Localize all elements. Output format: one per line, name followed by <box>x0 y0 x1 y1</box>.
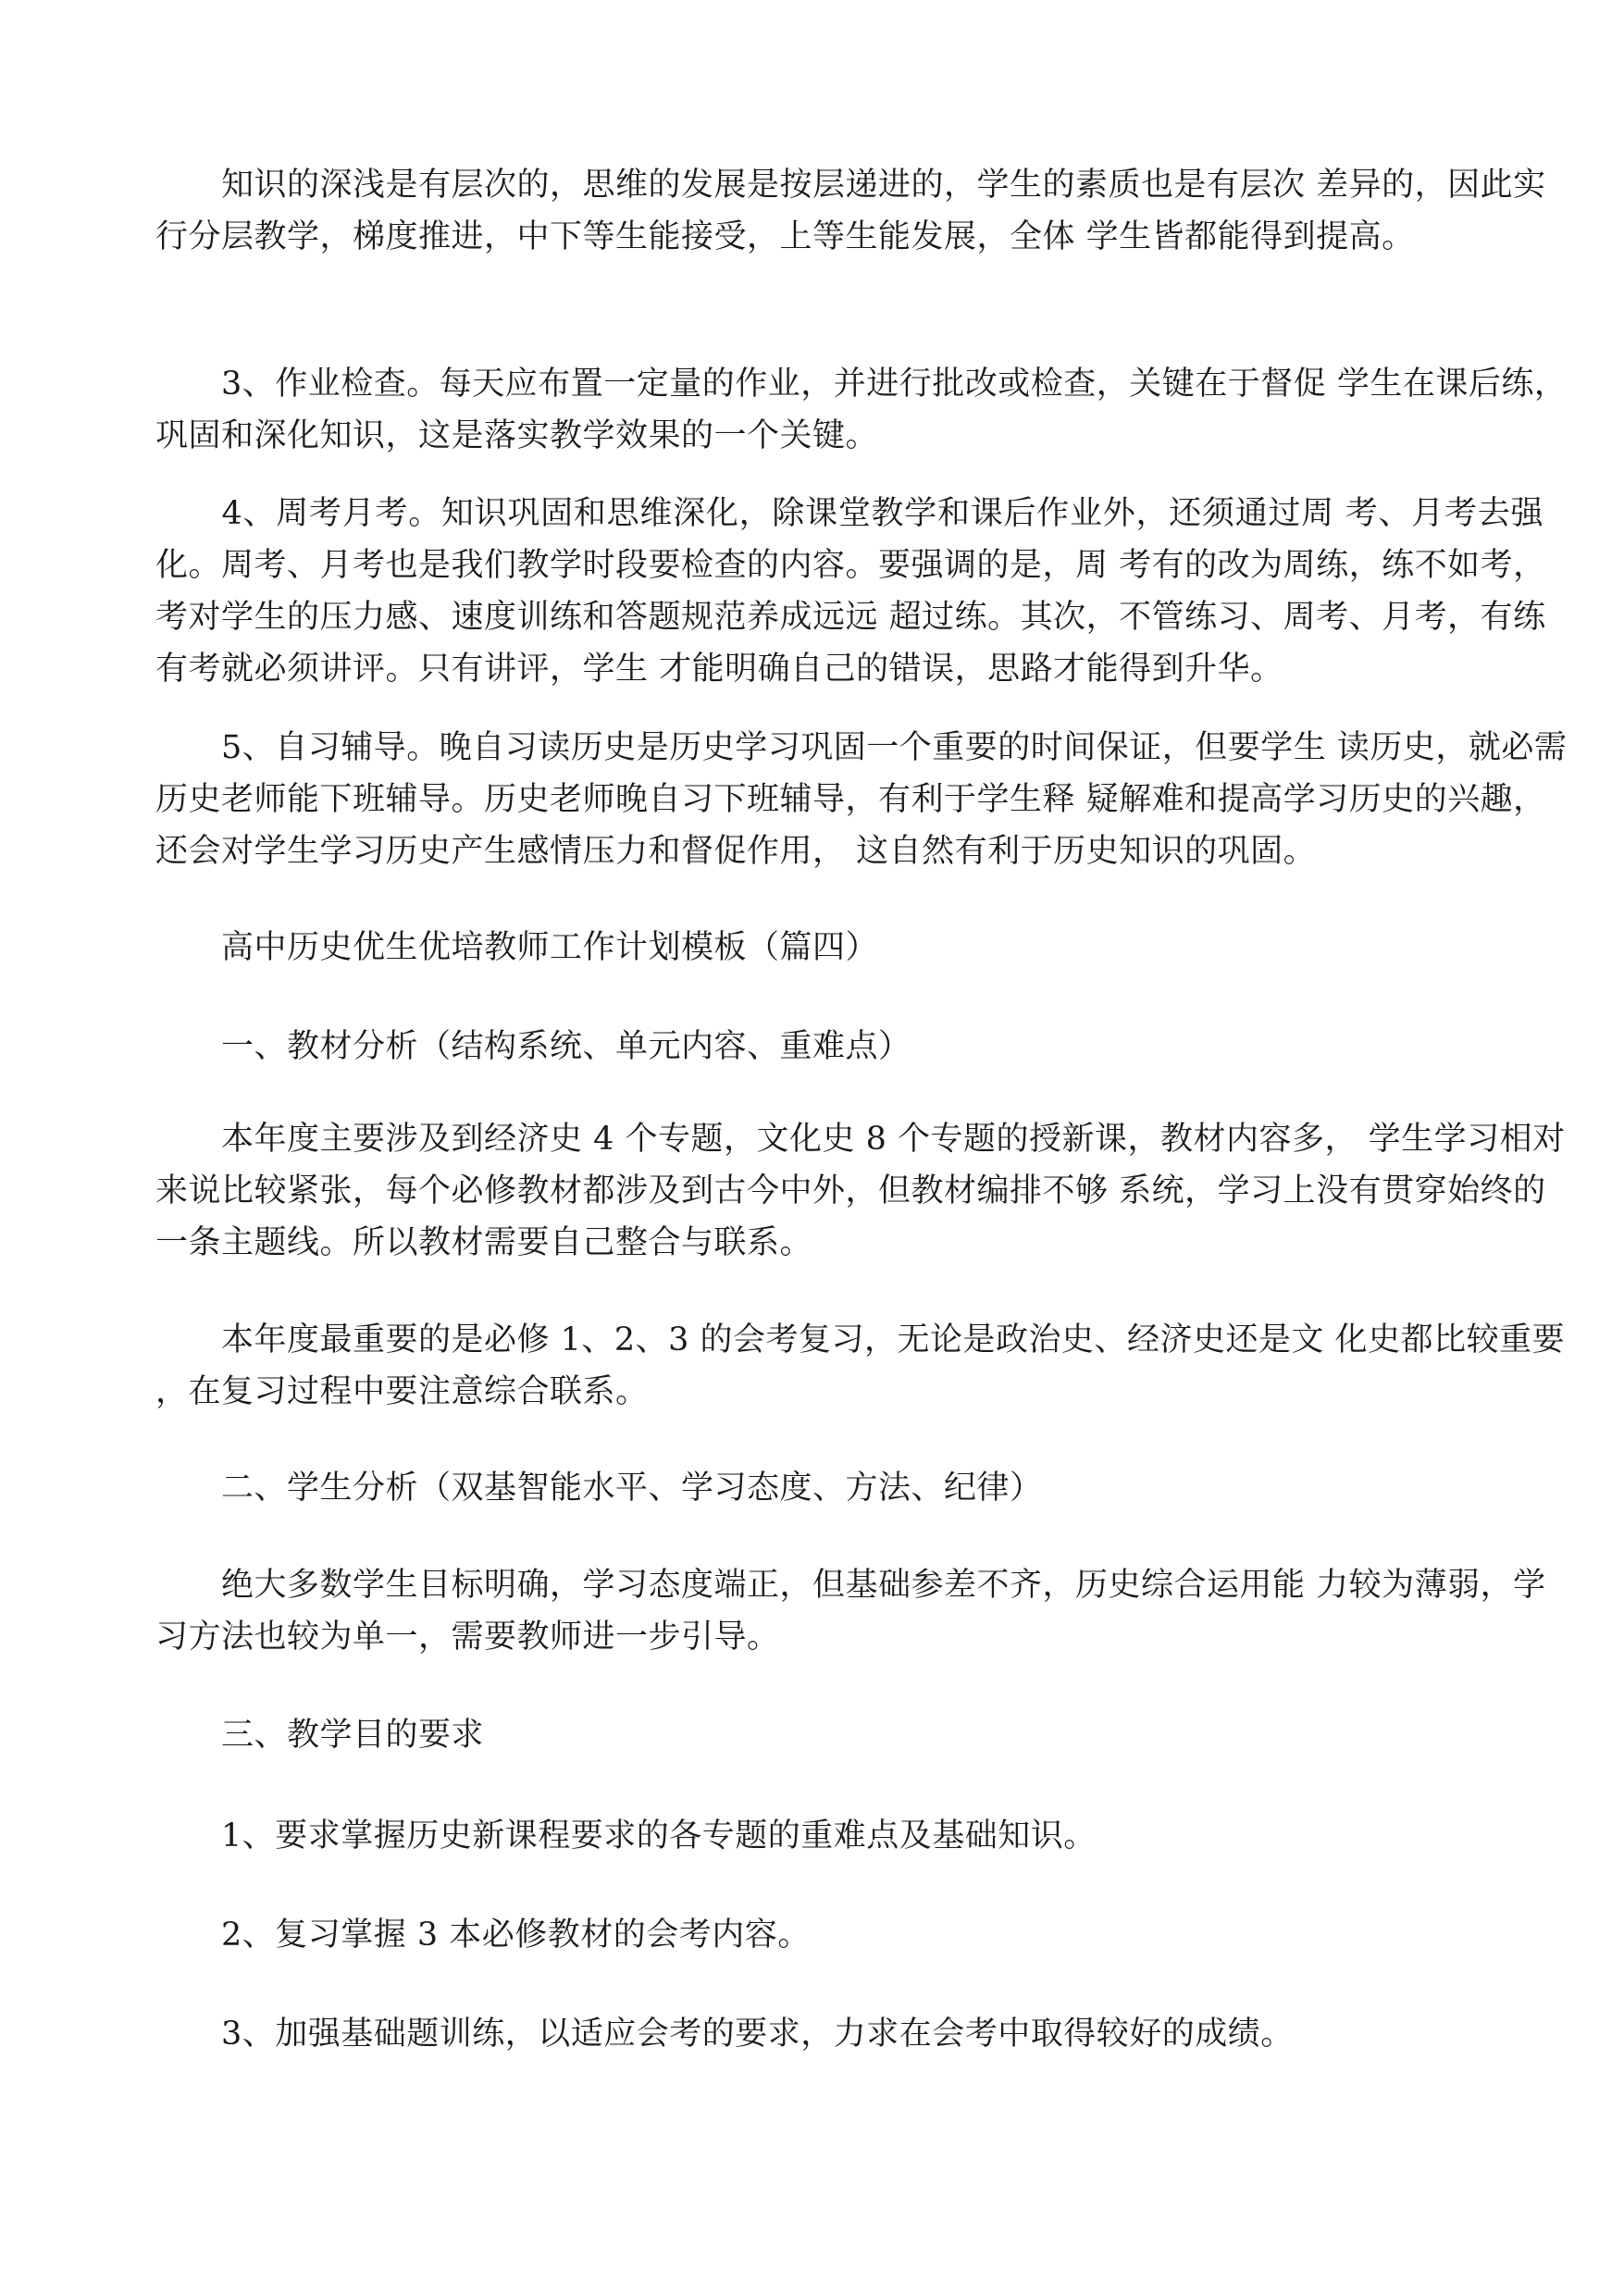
paragraph-line: 一条主题线。所以教材需要自己整合与联系。 <box>155 1224 813 1261</box>
paragraph-line: 4、周考月考。知识巩固和思维深化，除课堂教学和课后作业外，还须通过周 考、月考去强 <box>155 495 1543 532</box>
paragraph-self-study-tutoring <box>155 722 1568 877</box>
paragraph-line: 巩固和深化知识，这是落实教学效果的一个关键。 <box>155 417 879 454</box>
objective-item-2: 2、复习掌握 3 本必修教材的会考内容。 <box>155 1917 811 1954</box>
paragraph-review-priorities <box>155 1314 1566 1418</box>
paragraph-line: 还会对学生学习历史产生感情压力和督促作用， 这自然有利于历史知识的巩固。 <box>155 833 1317 870</box>
paragraph-line: 本年度最重要的是必修 1、2、3 的会考复习，无论是政治史、经济史还是文 化史都比较重要 <box>155 1321 1566 1358</box>
paragraph-line: 化。周考、月考也是我们教学时段要检查的内容。要强调的是，周 考有的改为周练，练不如考， <box>155 547 1546 584</box>
paragraph-line: 行分层教学，梯度推进，中下等生能接受，上等生能发展，全体 学生皆都能得到提高。 <box>155 218 1415 255</box>
paragraph-line: 考对学生的压力感、速度训练和答题规范养成远远 超过练。其次，不管练习、周考、月考，有练 <box>155 599 1546 636</box>
paragraph-homework-check <box>155 358 1568 462</box>
paragraph-line: ，在复习过程中要注意综合联系。 <box>155 1373 649 1410</box>
heading-textbook-analysis: 一、教材分析（结构系统、单元内容、重难点） <box>155 1028 911 1065</box>
paragraph-line: 历史老师能下班辅导。历史老师晚自习下班辅导，有利于学生释 疑解难和提高学习历史的兴趣， <box>155 781 1546 818</box>
paragraph-line: 来说比较紧张，每个必修教材都涉及到古今中外，但教材编排不够 系统，学习上没有贯穿始终的 <box>155 1172 1546 1210</box>
paragraph-line: 绝大多数学生目标明确，学习态度端正，但基础参差不齐，历史综合运用能 力较为薄弱，学 <box>155 1567 1546 1604</box>
paragraph-student-situation <box>155 1559 1546 1663</box>
paragraph-line: 5、自习辅导。晚自习读历史是历史学习巩固一个重要的时间保证，但要学生 读历史，就必需 <box>155 729 1568 766</box>
section-title: 高中历史优生优培教师工作计划模板（篇四） <box>155 929 879 966</box>
paragraph-line: 3、作业检查。每天应布置一定量的作业，并进行批改或检查，关键在于督促 学生在课后练， <box>155 366 1568 403</box>
objective-item-3: 3、加强基础题训练，以适应会考的要求，力求在会考中取得较好的成绩。 <box>155 2016 1294 2053</box>
paragraph-line: 习方法也较为单一，需要教师进一步引导。 <box>155 1619 780 1656</box>
paragraph-line: 有考就必须讲评。只有讲评，学生 才能明确自己的错误，思路才能得到升华。 <box>155 651 1283 688</box>
paragraph-textbook-content <box>155 1113 1566 1269</box>
objective-item-1: 1、要求掌握历史新课程要求的各专题的重难点及基础知识。 <box>155 1817 1097 1855</box>
heading-student-analysis: 二、学生分析（双基智能水平、学习态度、方法、纪律） <box>155 1470 1043 1507</box>
heading-teaching-objectives: 三、教学目的要求 <box>155 1717 485 1754</box>
paragraph-layered-teaching <box>155 159 1546 263</box>
paragraph-line: 本年度主要涉及到经济史 4 个专题，文化史 8 个专题的授新课，教材内容多， 学生学习相对 <box>155 1121 1566 1158</box>
paragraph-weekly-monthly-exams <box>155 488 1546 695</box>
paragraph-line: 知识的深浅是有层次的，思维的发展是按层递进的，学生的素质也是有层次 差异的，因此实 <box>155 167 1546 204</box>
